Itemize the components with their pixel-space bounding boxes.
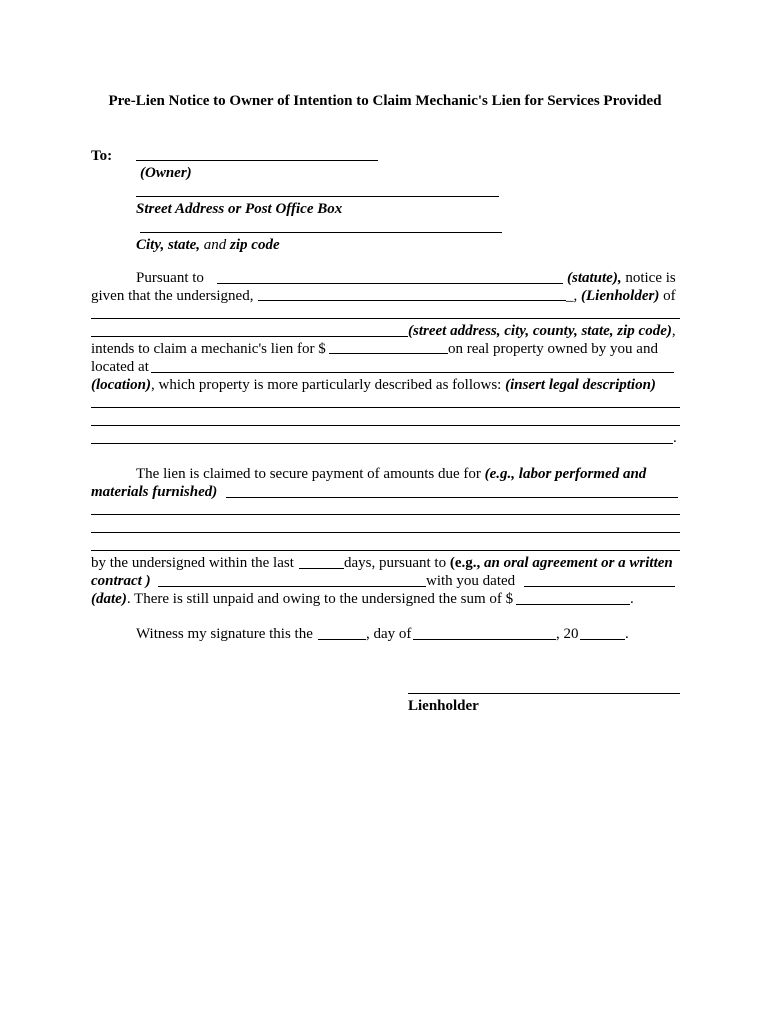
pursuant-text: Pursuant to — [136, 270, 204, 286]
address-blank-2[interactable] — [91, 336, 408, 337]
street-address-blank[interactable] — [136, 196, 499, 197]
year-prefix-text: , 20 — [556, 626, 579, 642]
unpaid-sum-line: (date). There is still unpaid and owing to the undersigned the sum of $ — [91, 591, 514, 607]
location-line: (location), which property is more particularly described as follows: (insert legal description) — [91, 377, 656, 393]
by-undersigned-text: by the undersigned within the last — [91, 555, 294, 571]
to-label: To: — [91, 148, 113, 164]
address-blank-1[interactable] — [91, 318, 680, 319]
location-blank[interactable] — [151, 372, 674, 373]
materials-furnished-label: materials furnished) — [91, 484, 218, 500]
unpaid-sum-blank[interactable] — [516, 604, 630, 605]
lienholder-name-blank[interactable] — [258, 300, 566, 301]
legal-description-period: . — [673, 430, 677, 446]
city-state-zip-blank[interactable] — [140, 232, 502, 233]
city-caption: City, state, and zip code — [136, 237, 280, 253]
statute-blank[interactable] — [217, 283, 563, 284]
witness-text: Witness my signature this the — [136, 626, 313, 642]
witness-month-blank[interactable] — [413, 639, 556, 640]
services-blank-4[interactable] — [91, 550, 680, 551]
services-blank-2[interactable] — [91, 514, 680, 515]
witness-day-blank[interactable] — [318, 639, 366, 640]
intends-text: intends to claim a mechanic's lien for $ — [91, 341, 326, 357]
services-blank-1[interactable] — [226, 497, 678, 498]
statute-label: (statute), notice is — [567, 270, 676, 286]
services-blank-3[interactable] — [91, 532, 680, 533]
witness-period: . — [625, 626, 629, 642]
witness-year-blank[interactable] — [580, 639, 625, 640]
on-real-property-text: on real property owned by you and — [448, 341, 658, 357]
contract-type-blank[interactable] — [158, 586, 426, 587]
given-text: given that the undersigned, — [91, 288, 254, 304]
owner-caption: (Owner) — [140, 165, 192, 181]
lien-amount-blank[interactable] — [329, 353, 448, 354]
street-address-caption: (street address, city, county, state, zip code), — [408, 323, 676, 339]
lienholder-signature-caption: Lienholder — [408, 698, 479, 714]
lien-claimed-line: The lien is claimed to secure payment of amounts due for (e.g., labor performed and — [136, 466, 647, 482]
contract-label: contract ) — [91, 573, 151, 589]
legal-description-blank-2[interactable] — [91, 425, 680, 426]
street-caption: Street Address or Post Office Box — [136, 201, 343, 217]
days-blank[interactable] — [299, 568, 344, 569]
unpaid-sum-period: . — [630, 591, 634, 607]
contract-date-blank[interactable] — [524, 586, 675, 587]
signature-line[interactable] — [408, 693, 680, 694]
lienholder-label: _, (Lienholder) of — [566, 288, 676, 304]
day-of-text: , day of — [366, 626, 412, 642]
located-at-text: located at — [91, 359, 149, 375]
owner-name-blank[interactable] — [136, 160, 378, 161]
legal-description-blank-1[interactable] — [91, 407, 680, 408]
document-title: Pre-Lien Notice to Owner of Intention to Claim Mechanic's Lien for Services Provided — [108, 93, 662, 109]
legal-description-blank-3[interactable] — [91, 443, 673, 444]
with-you-dated-text: with you dated — [426, 573, 516, 589]
days-pursuant-line: days, pursuant to (e.g., an oral agreement or a written — [344, 555, 673, 571]
